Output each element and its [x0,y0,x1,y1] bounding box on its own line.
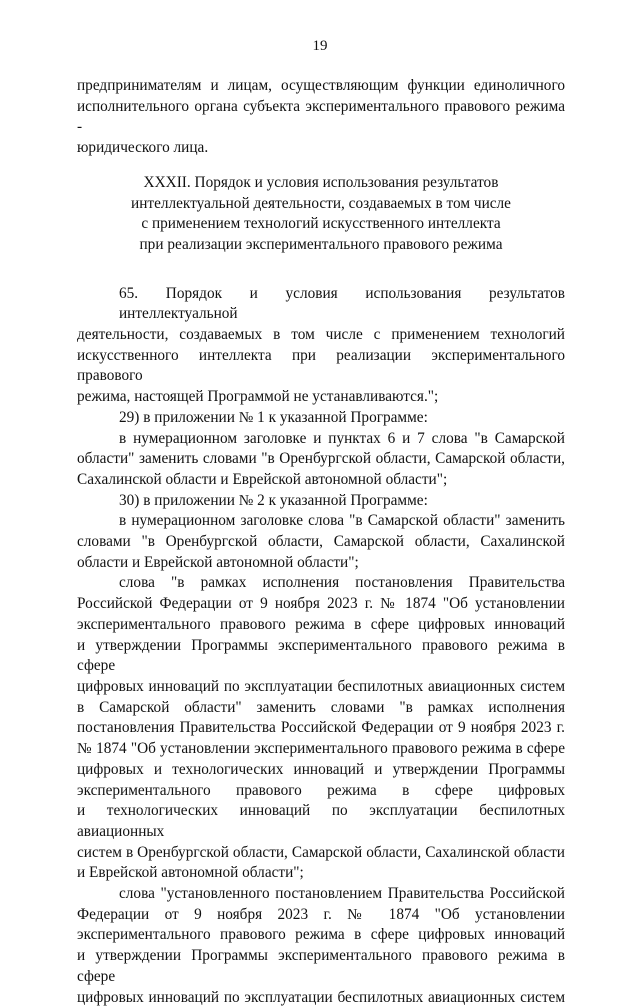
text-line: экспериментального правового режима в сфере цифровых инноваций [77,926,565,944]
text-line: систем в Оренбургской области, Самарской области, Сахалинской области [77,843,565,861]
paragraph [77,884,565,1008]
paragraph [77,511,565,573]
text-line: в нумерационном заголовке и пунктах 6 и 7 слова "в Самарской [119,429,565,447]
text-line: и технологических инноваций по эксплуатации беспилотных авиационных [77,802,565,840]
text-line: и утверждении Программы экспериментального правового режима в сфере [77,636,565,675]
text-line: области" заменить словами "в Оренбургской области, Самарской области, [77,450,565,468]
text-line: экспериментального правового режима в сфере цифровых инноваций [77,615,565,633]
text-line: цифровых инноваций по эксплуатации беспилотных авиационных систем [77,988,565,1006]
text-line: слова "установленного постановлением Правительства Российской [119,885,565,903]
text-line: предпринимателям и лицам, осуществляющим функции единоличного [77,77,565,94]
text-line: Федерации от 9 ноября 2023 г. № 1874 "Об установлении [77,905,565,923]
document-body [77,76,565,1008]
text-line: режима, настоящей Программой не устанавливаются."; [77,388,439,406]
paragraph [77,429,565,491]
text-line: № 1874 "Об установлении экспериментального правового режима в сфере [77,740,565,758]
text-line: 30) в приложении № 2 к указанной Программе: [119,491,428,509]
page-number: 19 [312,38,328,54]
text-line: цифровых и технологических инноваций и утверждении Программы [77,760,565,778]
text-line: области и Еврейской автономной области"; [77,553,359,571]
heading-line: интеллектуальной деятельности, создаваемых в том числе [131,194,511,212]
text-line: и Еврейской автономной области"; [77,864,304,882]
paragraph [77,284,565,408]
text-line: 65. Порядок и условия использования результатов интеллектуальной [119,284,565,323]
text-line: 29) в приложении № 1 к указанной Программе: [119,408,428,426]
heading-line: при реализации экспериментального правового режима [139,235,503,253]
text-line: постановления Правительства Российской Федерации от 9 ноября 2023 г. [77,719,565,737]
paragraph [77,573,565,884]
paragraph [77,491,565,512]
text-line: Российской Федерации от 9 ноября 2023 г. № 1874 "Об установлении [77,595,565,613]
heading-line: с применением технологий искусственного интеллекта [141,215,501,233]
text-line: и утверждении Программы экспериментального правового режима в сфере [77,947,565,985]
text-line: деятельности, создаваемых в том числе с применением технологий [77,326,565,344]
text-line: экспериментального правового режима в сфере цифровых [77,781,565,799]
intro-paragraph [77,76,565,159]
text-line: Сахалинской области и Еврейской автономной области"; [77,470,448,488]
heading-line: XXXII. Порядок и условия использования результатов [143,173,499,191]
text-line: в нумерационном заголовке слова "в Самарской области" заменить [119,512,565,530]
text-line: цифровых инноваций по эксплуатации беспилотных авиационных систем [77,677,565,695]
text-line: слова "в рамках исполнения постановления Правительства [119,574,565,592]
text-line: в Самарской области" заменить словами "в рамках исполнения [77,698,565,716]
text-line: юридического лица. [77,139,209,157]
spacer [77,270,565,284]
text-line: словами "в Оренбургской области, Самарской области, Сахалинской [77,533,565,551]
text-line: исполнительного органа субъекта экспериментального правового режима - [77,97,565,136]
text-line: искусственного интеллекта при реализации экспериментального правового [77,346,565,385]
paragraph-list [77,284,565,1008]
section-heading [77,173,565,256]
paragraph [77,408,565,429]
